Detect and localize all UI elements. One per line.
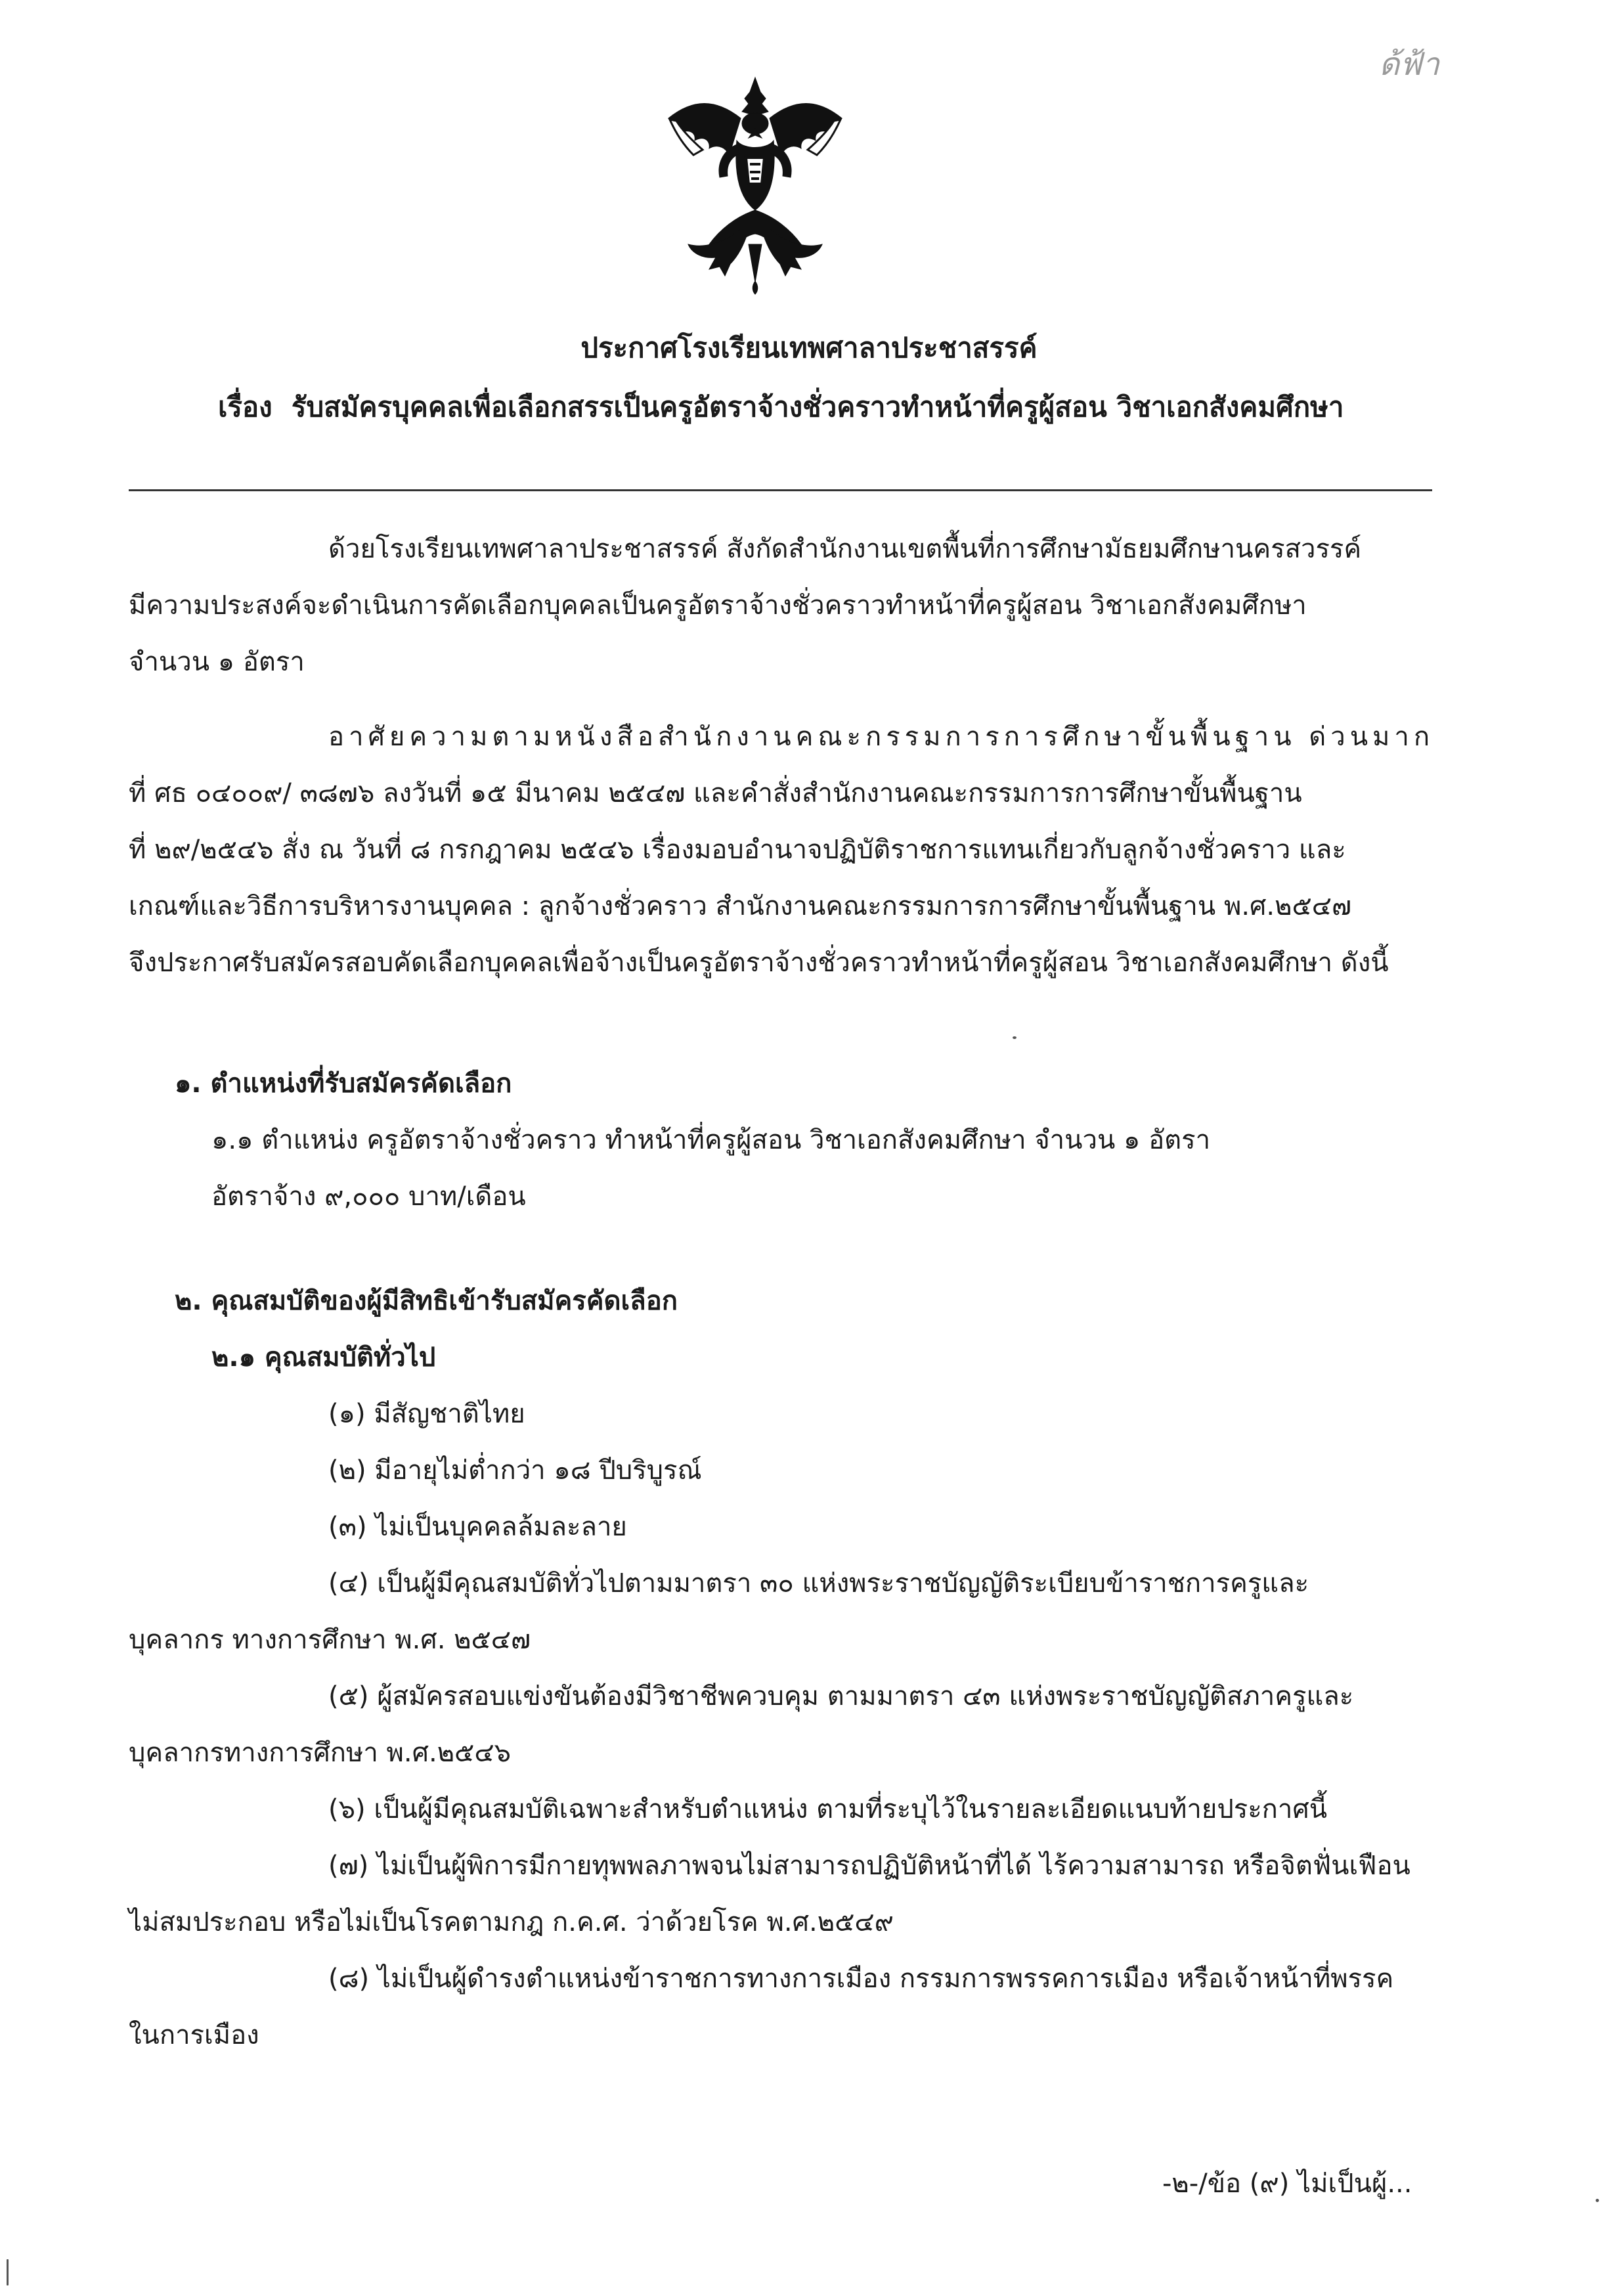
subject-label: เรื่อง <box>218 391 273 423</box>
para2-line4: เกณฑ์และวิธีการบริหารงานบุคคล : ลูกจ้างชั่วคราว สำนักงานคณะกรรมการการศึกษาขั้นพื้นฐาน พ.ศ.๒๕๔๗ <box>129 891 1352 921</box>
announcement-header <box>0 328 1618 368</box>
page-continuation: -๒-/ข้อ (๙) ไม่เป็นผู้... <box>1162 2169 1412 2199</box>
para2-line3: ที่ ๒๙/๒๕๔๖ สั่ง ณ วันที่ ๘ กรกฎาคม ๒๕๔๖ เรื่องมอบอำนาจปฏิบัติราชการแทนเกี่ยวกับลูกจ้างชั่วคราว และ <box>129 835 1346 865</box>
qualification-item-6: (๖) เป็นผู้มีคุณสมบัติเฉพาะสำหรับตำแหน่ง ตามที่ระบุไว้ในรายละเอียดแนบท้ายประกาศนี้ <box>328 1794 1328 1824</box>
qualification-item-7-cont: ไม่สมประกอบ หรือไม่เป็นโรคตามกฎ ก.ค.ศ. ว่าด้วยโรค พ.ศ.๒๕๔๙ <box>129 1907 894 1937</box>
announcement-title: ประกาศโรงเรียนเทพศาลาประชาสรรค์ <box>580 332 1038 364</box>
para2-line2: ที่ ศธ ๐๔๐๐๙/ ๓๘๗๖ ลงวันที่ ๑๕ มีนาคม ๒๕๔๗ และคำสั่งสำนักงานคณะกรรมการการศึกษาขั้นพื้นฐาน <box>129 778 1302 808</box>
scan-speck <box>1596 2199 1599 2202</box>
section1-heading: ๑. ตำแหน่งที่รับสมัครคัดเลือก <box>175 1069 512 1099</box>
para1-line2: มีความประสงค์จะดำเนินการคัดเลือกบุคคลเป็นครูอัตราจ้างชั่วคราวทำหน้าที่ครูผู้สอน วิชาเอกสังคมศึกษา <box>129 590 1307 621</box>
para1-line3: จำนวน ๑ อัตรา <box>129 647 305 677</box>
qualification-item-8-cont: ในการเมือง <box>129 2020 259 2050</box>
qualification-item-4-cont: บุคลากร ทางการศึกษา พ.ศ. ๒๕๔๗ <box>129 1625 531 1655</box>
qualification-item-8: (๘) ไม่เป็นผู้ดำรงตำแหน่งข้าราชการทางการเมือง กรรมการพรรคการเมือง หรือเจ้าหน้าที่พรรค <box>328 1964 1394 1994</box>
para2-line1: อาศัยความตามหนังสือสำนักงานคณะกรรมการการศึกษาขั้นพื้นฐาน ด่วนมาก <box>328 722 1435 752</box>
corner-handwritten-mark: ด้ฟ้า <box>1379 46 1440 83</box>
para1-line1: ด้วยโรงเรียนเทพศาลาประชาสรรค์ สังกัดสำนักงานเขตพื้นที่การศึกษามัธยมศึกษานครสวรรค์ <box>328 534 1362 564</box>
header-divider <box>129 489 1432 491</box>
section2-heading: ๒. คุณสมบัติของผู้มีสิทธิเข้ารับสมัครคัดเลือก <box>175 1286 678 1316</box>
section1-line1: ๑.๑ ตำแหน่ง ครูอัตราจ้างชั่วคราว ทำหน้าที่ครูผู้สอน วิชาเอกสังคมศึกษา จำนวน ๑ อัตรา <box>211 1125 1211 1155</box>
qualification-item-5-cont: บุคลากรทางการศึกษา พ.ศ.๒๕๔๖ <box>129 1738 511 1768</box>
subject-line <box>218 387 1344 427</box>
scan-speck <box>1013 1036 1017 1039</box>
para2-line5: จึงประกาศรับสมัครสอบคัดเลือกบุคคลเพื่อจ้างเป็นครูอัตราจ้างชั่วคราวทำหน้าที่ครูผู้สอน วิชาเอกสังคมศึกษา ดังนี้ <box>129 948 1389 978</box>
scan-edge-mark <box>7 2259 9 2285</box>
qualification-item-7: (๗) ไม่เป็นผู้พิการมีกายทุพพลภาพจนไม่สามารถปฏิบัติหน้าที่ได้ ไร้ความสามารถ หรือจิตฟั่นเฟือน <box>328 1851 1410 1881</box>
qualification-item-5: (๕) ผู้สมัครสอบแข่งขันต้องมีวิชาชีพควบคุม ตามมาตรา ๔๓ แห่งพระราชบัญญัติสภาครูและ <box>328 1681 1354 1711</box>
garuda-emblem-icon <box>657 72 854 296</box>
qualification-item-1: (๑) มีสัญชาติไทย <box>328 1399 525 1429</box>
qualification-item-2: (๒) มีอายุไม่ต่ำกว่า ๑๘ ปีบริบูรณ์ <box>328 1455 702 1486</box>
section2-subheading: ๒.๑ คุณสมบัติทั่วไป <box>211 1342 436 1373</box>
qualification-item-4: (๔) เป็นผู้มีคุณสมบัติทั่วไปตามมาตรา ๓๐ แห่งพระราชบัญญัติระเบียบข้าราชการครูและ <box>328 1568 1309 1599</box>
qualification-item-3: (๓) ไม่เป็นบุคคลล้มละลาย <box>328 1512 627 1542</box>
subject-text: รับสมัครบุคคลเพื่อเลือกสรรเป็นครูอัตราจ้างชั่วคราวทำหน้าที่ครูผู้สอน วิชาเอกสังคมศึกษา <box>291 391 1344 423</box>
section1-line2: อัตราจ้าง ๙,๐๐๐ บาท/เดือน <box>211 1181 526 1212</box>
